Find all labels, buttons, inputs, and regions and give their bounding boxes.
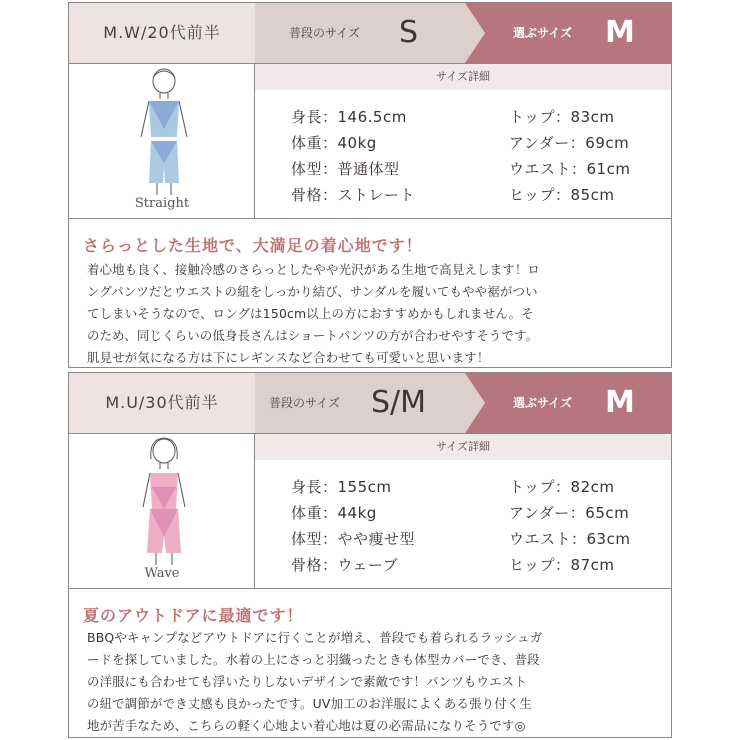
reviewer-name: M.W/20代前半	[103, 23, 221, 42]
stat-under: アンダー：69cm	[509, 134, 630, 152]
normal-size-value: S	[399, 15, 419, 50]
comment-line: てしまいそうなので、ロングは150cm以上の方におすすめかもしれません。そ	[87, 306, 534, 321]
comment-body	[87, 627, 667, 737]
chosen-size-value: M	[605, 15, 635, 50]
comment-line: のため、同じくらいの低身長さんはショートパンツの方が合わせやすそうです。	[87, 328, 539, 343]
size-detail-header: サイズ詳細	[255, 434, 671, 460]
reviewer-name: M.U/30代前半	[105, 393, 219, 412]
review-card-1	[68, 2, 672, 368]
stat-under: アンダー：65cm	[509, 504, 630, 522]
body-figure-straight	[119, 67, 209, 217]
stat-top: トップ：83cm	[509, 108, 615, 126]
normal-size-label: 普段のサイズ	[269, 396, 341, 410]
comment-line: の洋服にも合わせても浮いたりしないデザインで素敵です！パンツもウエスト	[87, 674, 527, 689]
normal-size-value: S/M	[371, 385, 427, 420]
stat-body-type: 体型：やや痩せ型	[291, 530, 416, 548]
comment-body	[87, 259, 667, 369]
chosen-size-label: 選ぶサイズ	[513, 396, 573, 410]
body-figure-wave	[119, 437, 209, 587]
body-type-label: Straight	[134, 196, 190, 211]
stat-waist: ウエスト：63cm	[509, 530, 631, 548]
comment-line: 地が苦手なため、こちらの軽く心地よい着心地は夏の必需品になりそうです◎	[87, 718, 526, 733]
size-header	[69, 373, 671, 433]
stat-frame: 骨格：ウェーブ	[291, 556, 399, 574]
stat-frame: 骨格：ストレート	[291, 186, 416, 204]
stat-waist: ウエスト：61cm	[509, 160, 631, 178]
stat-weight: 体重：40kg	[291, 134, 377, 152]
normal-size-label: 普段のサイズ	[289, 26, 361, 40]
comment-line: BBQやキャンプなどアウトドアに行くことが増え、普段でも着られるラッシュガ	[87, 630, 543, 645]
comment-line: の紐で調節ができ丈感も良かったです。UV加工のお洋服によくある張り付く生	[87, 696, 533, 711]
comment-line: 着心地も良く、接触冷感のさらっとしたやや光沢がある生地で高見えします！ロ	[87, 262, 541, 277]
stat-weight: 体重：44kg	[291, 504, 377, 522]
comment-line: ードを探していました。水着の上にさっと羽織ったときも体型カバーでき、普段	[87, 652, 540, 667]
chosen-size-label: 選ぶサイズ	[513, 26, 573, 40]
stat-height: 身長：146.5cm	[291, 108, 407, 126]
comment-line: ングパンツだとウエストの紐をしっかり結び、サンダルを履いてもやや裾がつい	[87, 284, 538, 299]
comment-title: 夏のアウトドアに最適です！	[83, 606, 304, 625]
comment-title: さらっとした生地で、大満足の着心地です！	[83, 236, 423, 255]
stat-top: トップ：82cm	[509, 478, 615, 496]
stat-body-type: 体型：普通体型	[291, 160, 400, 178]
stat-hip: ヒップ：87cm	[509, 556, 615, 574]
body-type-label: Wave	[144, 566, 180, 581]
size-header	[69, 3, 671, 63]
comment-line: 肌見せが気になる方は下にレギンスなど合わせても可愛いと思います！	[87, 350, 490, 365]
size-detail-header: サイズ詳細	[255, 64, 671, 90]
stat-hip: ヒップ：85cm	[509, 186, 615, 204]
review-card-2	[68, 372, 672, 738]
chosen-size-value: M	[605, 385, 635, 420]
stat-height: 身長：155cm	[291, 478, 392, 496]
